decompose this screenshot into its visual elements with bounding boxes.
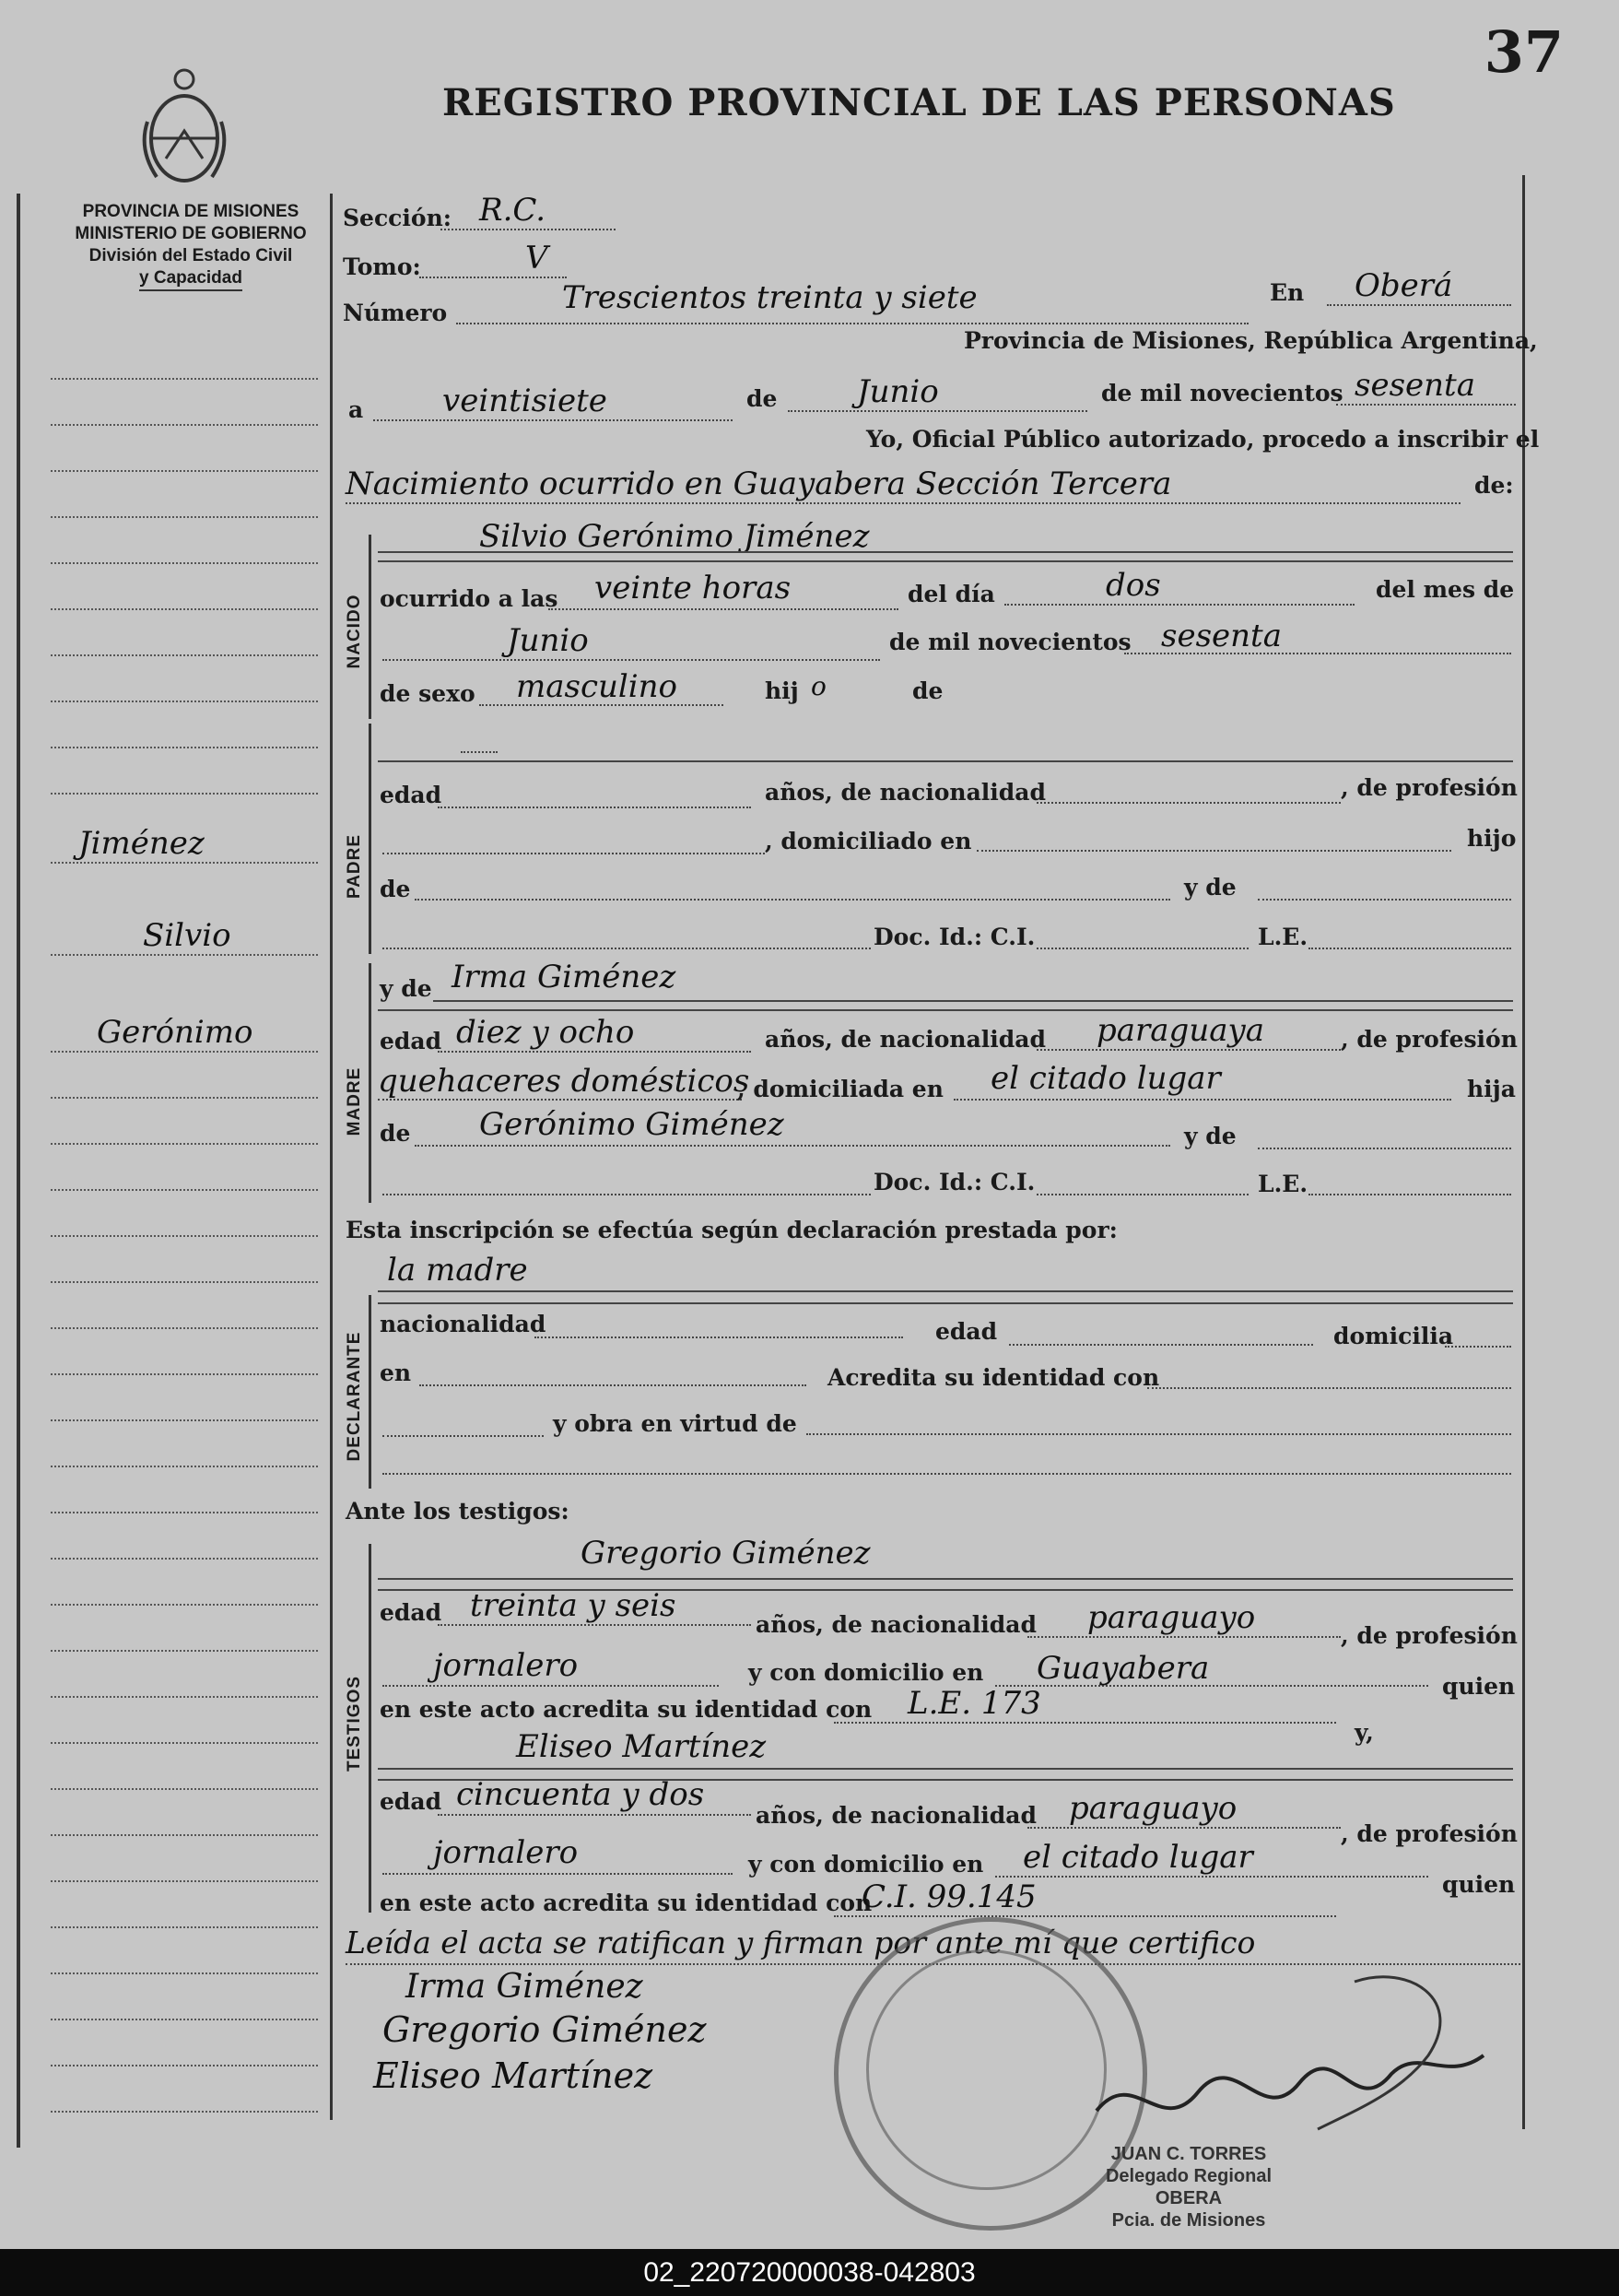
- padre-le-label: L.E.: [1258, 924, 1308, 950]
- declarante-bracket: [369, 1295, 371, 1489]
- margin-given-name-2: Gerónimo: [97, 1014, 253, 1051]
- seccion-line: [440, 229, 616, 230]
- madre-domicilio: el citado lugar: [991, 1060, 1221, 1097]
- provincia-text: Provincia de Misiones, República Argentina,: [964, 327, 1538, 354]
- testigo1-domicilio-label: y con domicilio en: [748, 1659, 984, 1686]
- declarante-obra-label: y obra en virtud de: [553, 1410, 797, 1437]
- testigo2-domicilio: el citado lugar: [1023, 1839, 1253, 1876]
- header-capacity: y Capacidad: [139, 267, 242, 291]
- margin-line: [51, 1742, 318, 1744]
- testigo2-edad: cincuenta y dos: [456, 1776, 705, 1813]
- madre-le-line: [1308, 1194, 1511, 1195]
- padre-hijo-label: hijo: [1467, 825, 1517, 852]
- madre-ci-line: [1037, 1194, 1249, 1195]
- margin-line: [51, 1419, 318, 1421]
- margin-line: [51, 1926, 318, 1928]
- testigo1-rule: [378, 1578, 1513, 1580]
- madre-de-label: de: [380, 1120, 411, 1147]
- en-value: Oberá: [1355, 267, 1453, 304]
- padre-ci-line: [1037, 948, 1249, 949]
- declarante-obra-line: [806, 1433, 1511, 1435]
- padre-domiciliado-label: , domiciliado en: [765, 828, 972, 854]
- madre-nac-line: [1037, 1049, 1341, 1051]
- officer-province: Pcia. de Misiones: [1111, 2210, 1266, 2231]
- right-border: [1522, 175, 1525, 2129]
- testigo1-edad-label: edad: [380, 1599, 442, 1626]
- madre-profesion-label: , de profesión: [1341, 1026, 1518, 1053]
- testigo2-domicilio-label: y con domicilio en: [748, 1851, 984, 1878]
- margin-line: [51, 1143, 318, 1145]
- header-ministry: MINISTERIO DE GOBIERNO: [75, 224, 307, 243]
- declarante-en-line: [419, 1384, 806, 1386]
- padre-rule: [378, 760, 1513, 762]
- declarante-edad-label: edad: [935, 1318, 998, 1345]
- dia-line: [373, 419, 733, 421]
- margin-line: [51, 1834, 318, 1836]
- madre-padre-nombre: Gerónimo Giménez: [479, 1106, 784, 1143]
- a-label: a: [348, 396, 364, 423]
- margin-line: [51, 747, 318, 748]
- testigo1-profesion-label: , de profesión: [1341, 1622, 1518, 1649]
- nacido-nombre: Silvio Gerónimo Jiménez: [479, 518, 870, 555]
- padre-side-label: PADRE: [345, 833, 364, 900]
- declarante-en-label: en: [380, 1360, 412, 1386]
- officer-signature: [1078, 1926, 1502, 2148]
- firma-testigo-1: Gregorio Giménez: [382, 2009, 707, 2050]
- nacido-rule-2: [378, 560, 1513, 562]
- officer-block: [1083, 2143, 1295, 2231]
- madre-profesion: quehaceres domésticos: [378, 1063, 750, 1100]
- nacido-anio: sesenta: [1161, 618, 1282, 654]
- madre-le-label: L.E.: [1258, 1171, 1308, 1197]
- padre-de-label: de: [380, 876, 411, 902]
- margin-line: [51, 1189, 318, 1191]
- testigo2-quien-label: quien: [1442, 1871, 1516, 1898]
- fecha-dia: veintisiete: [442, 383, 607, 419]
- padre-abuelo-line: [415, 899, 1170, 901]
- firma-madre: Irma Giménez: [405, 1968, 643, 2006]
- de-label: de: [746, 385, 778, 412]
- del-mes-label: del mes de: [1376, 576, 1515, 603]
- declarante-nombre: la madre: [387, 1252, 528, 1289]
- acto-value: Nacimiento ocurrido en Guayabera Sección Tercera: [346, 465, 1172, 502]
- declarante-side-label: DECLARANTE: [345, 1331, 364, 1462]
- madre-rule-2: [378, 1009, 1513, 1011]
- fecha-mes: Junio: [857, 373, 939, 410]
- padre-anos-label: años, de nacionalidad: [765, 779, 1046, 806]
- hij-label: hij: [765, 677, 799, 704]
- madre-y-de2-label: y de: [1184, 1123, 1237, 1149]
- testigo1-acredita-label: en este acto acredita su identidad con: [380, 1696, 873, 1723]
- madre-edad-label: edad: [380, 1028, 442, 1054]
- padre-dom-line: [977, 850, 1451, 852]
- madre-nacionalidad: paraguaya: [1097, 1012, 1264, 1049]
- testigo2-edad-line: [438, 1814, 751, 1816]
- padre-dash: [461, 751, 498, 753]
- madre-hija-label: hija: [1467, 1076, 1516, 1102]
- margin-line: [51, 1604, 318, 1606]
- declarante-edad-line: [1009, 1344, 1313, 1346]
- testigo2-rule: [378, 1768, 1513, 1770]
- madre-abuela-line: [1258, 1148, 1511, 1149]
- del-dia-label: del día: [908, 581, 995, 607]
- madre-side-label: MADRE: [345, 1066, 364, 1136]
- ocurrido-label: ocurrido a las: [380, 585, 558, 612]
- madre-domiciliada-label: , domiciliada en: [737, 1076, 944, 1102]
- margin-line: [51, 1281, 318, 1283]
- testigos-intro: Ante los testigos:: [346, 1498, 569, 1525]
- testigo1-quien-label: quien: [1442, 1673, 1516, 1700]
- margin-line: [51, 1972, 318, 1974]
- nacido-sexo: masculino: [516, 668, 678, 705]
- mes-line: [788, 410, 1087, 412]
- madre-anos-label: años, de nacionalidad: [765, 1026, 1046, 1053]
- testigo1-edad-line: [438, 1624, 751, 1626]
- margin-line: [51, 1235, 318, 1237]
- margin-line: [51, 1327, 318, 1329]
- numero-value: Trescientos treinta y siete: [562, 279, 978, 316]
- testigo1-profesion: jornalero: [433, 1647, 579, 1684]
- margin-line: [51, 1696, 318, 1698]
- padre-bracket: [369, 724, 371, 954]
- margin-line: [51, 1466, 318, 1467]
- testigo2-profesion-label: , de profesión: [1341, 1820, 1518, 1847]
- margin-line: [51, 1512, 318, 1513]
- document-title: REGISTRO PROVINCIAL DE LAS PERSONAS: [442, 81, 1396, 124]
- header-province: PROVINCIA DE MISIONES: [82, 202, 299, 221]
- padre-edad-line: [438, 807, 751, 808]
- padre-prof-line: [382, 853, 765, 854]
- nacido-mes: Junio: [507, 622, 589, 659]
- declarante-dom-line: [1445, 1346, 1511, 1348]
- testigo2-nac-line: [1027, 1827, 1341, 1829]
- seccion-value: R.C.: [479, 192, 546, 229]
- declarante-intro: Esta inscripción se efectúa según declaración prestada por:: [346, 1217, 1118, 1243]
- margin-line: [51, 1097, 318, 1099]
- hora-line: [548, 608, 898, 610]
- testigos-bracket: [369, 1544, 371, 1913]
- testigo1-domicilio: Guayabera: [1037, 1650, 1210, 1687]
- declarante-acredita-label: Acredita su identidad con: [827, 1364, 1160, 1391]
- padre-doc-label: Doc. Id.: C.I.: [874, 924, 1036, 950]
- sexo-label: de sexo: [380, 680, 475, 707]
- margin-line: [51, 1558, 318, 1560]
- testigo1-nac-line: [1027, 1636, 1341, 1638]
- fecha-anio: sesenta: [1355, 367, 1475, 404]
- margin-line: [51, 1788, 318, 1790]
- margin-line: [51, 608, 318, 610]
- testigo1-anos-label: años, de nacionalidad: [756, 1611, 1037, 1638]
- declarante-extra-line: [382, 1473, 1511, 1475]
- mil-label: de mil novecientos: [1101, 380, 1343, 406]
- madre-y-de-label: y de: [380, 975, 432, 1002]
- tomo-value: V: [525, 240, 548, 277]
- madre-doc-line: [382, 1194, 871, 1195]
- acto-line: [346, 502, 1461, 504]
- margin-line: [51, 470, 318, 472]
- testigo2-doc-line: [834, 1915, 1336, 1917]
- margin-line: [51, 424, 318, 426]
- nacido-side-label: NACIDO: [345, 594, 364, 669]
- padre-y-de-label: y de: [1184, 874, 1237, 901]
- testigo2-nacionalidad: paraguayo: [1069, 1790, 1238, 1827]
- tomo-line: [419, 277, 567, 278]
- margin-line: [51, 793, 318, 795]
- madre-bracket: [369, 963, 371, 1203]
- hij-de-label: de: [912, 677, 944, 704]
- declarante-doc-line: [382, 1435, 544, 1437]
- numero-line: [456, 323, 1249, 324]
- margin-line: [51, 378, 318, 380]
- margin-divider: [330, 194, 333, 2120]
- madre-rule: [433, 1000, 1513, 1002]
- testigo1-doc-line: [834, 1722, 1336, 1724]
- margin-line: [51, 701, 318, 702]
- officer-title: Delegado Regional: [1105, 2166, 1273, 2186]
- declarante-nac-line: [534, 1336, 903, 1338]
- testigo2-profesion: jornalero: [433, 1834, 579, 1871]
- nacido-dia: dos: [1106, 567, 1161, 604]
- margin-line: [51, 1051, 318, 1053]
- madre-abuelo-line: [415, 1145, 1170, 1147]
- margin-line: [51, 1373, 318, 1375]
- testigo2-doc: C.I. 99.145: [862, 1878, 1037, 1915]
- padre-doc-line: [382, 948, 871, 949]
- scan-id-footer: 02_220720000038-042803: [0, 2249, 1619, 2296]
- madre-dom-line: [954, 1099, 1451, 1101]
- page-number: 37: [1484, 18, 1564, 86]
- testigo2-anos-label: años, de nacionalidad: [756, 1802, 1037, 1829]
- nacido-hora: veinte horas: [594, 570, 792, 606]
- testigo2-edad-label: edad: [380, 1788, 442, 1815]
- en-label: En: [1270, 279, 1305, 306]
- padre-profesion-label: , de profesión: [1341, 774, 1518, 801]
- nacido-mil-label: de mil novecientos: [889, 629, 1132, 655]
- testigo1-nacionalidad: paraguayo: [1087, 1599, 1256, 1636]
- testigo1-prof-line: [382, 1685, 719, 1687]
- margin-line: [51, 1880, 318, 1882]
- padre-nac-line: [1037, 802, 1341, 804]
- numero-label: Número: [343, 300, 448, 326]
- testigo1-nombre: Gregorio Giménez: [581, 1535, 871, 1572]
- testigo2-nombre: Eliseo Martínez: [516, 1728, 767, 1765]
- firma-testigo-2: Eliseo Martínez: [373, 2055, 653, 2096]
- issuer-header: [57, 201, 324, 291]
- margin-line: [51, 2111, 318, 2113]
- officer-name: JUAN C. TORRES: [1110, 2144, 1267, 2164]
- margin-line: [51, 954, 318, 956]
- margin-given-name-1: Silvio: [143, 917, 231, 954]
- madre-edad: diez y ocho: [456, 1014, 635, 1051]
- margin-line: [51, 1650, 318, 1652]
- testigo1-edad: treinta y seis: [470, 1587, 676, 1624]
- testigo1-y-label: y,: [1355, 1719, 1374, 1746]
- official-round-stamp-inner: [866, 1949, 1107, 2190]
- testigos-side-label: TESTIGOS: [345, 1675, 364, 1772]
- padre-edad-label: edad: [380, 782, 442, 808]
- margin-line: [51, 562, 318, 564]
- margin-surname: Jiménez: [78, 825, 205, 862]
- margin-line: [51, 516, 318, 518]
- declarante-domicilia-label: domicilia: [1333, 1323, 1454, 1349]
- dia-nac-line: [1004, 604, 1355, 606]
- margin-line: [51, 2019, 318, 2020]
- padre-abuela-line: [1258, 899, 1511, 901]
- testigo2-dom-line: [995, 1876, 1428, 1878]
- madre-prof-line: [378, 1099, 742, 1101]
- padre-le-line: [1308, 948, 1511, 949]
- testigo1-doc: L.E. 173: [908, 1685, 1041, 1722]
- de-colon-label: de:: [1474, 472, 1514, 499]
- margin-line: [51, 654, 318, 656]
- en-line: [1327, 304, 1511, 306]
- margin-line: [51, 2065, 318, 2066]
- margin-line: [51, 862, 318, 864]
- officer-location: OBERA: [1155, 2188, 1223, 2208]
- yo-text: Yo, Oficial Público autorizado, procedo a inscribir el: [866, 426, 1540, 453]
- seccion-label: Sección:: [343, 205, 452, 231]
- testigo2-prof-line: [382, 1873, 733, 1875]
- madre-nombre: Irma Giménez: [452, 959, 676, 995]
- testigo2-acredita-label: en este acto acredita su identidad con: [380, 1890, 873, 1916]
- declarante-acredita-line: [1147, 1387, 1511, 1389]
- nacido-bracket: [369, 535, 371, 719]
- madre-doc-label: Doc. Id.: C.I.: [874, 1169, 1036, 1195]
- madre-edad-line: [438, 1051, 751, 1053]
- declarante-rule: [378, 1290, 1513, 1292]
- anio-line: [1336, 404, 1516, 406]
- coat-of-arms-seal: [138, 66, 230, 195]
- declarante-rule-2: [378, 1302, 1513, 1304]
- hij-suffix: o: [811, 671, 827, 701]
- header-division: División del Estado Civil: [88, 246, 293, 265]
- mes-nac-line: [382, 659, 880, 661]
- left-binding-line: [17, 194, 20, 2148]
- tomo-label: Tomo:: [343, 253, 421, 280]
- nacido-rule: [378, 551, 1513, 553]
- declarante-nacionalidad-label: nacionalidad: [380, 1311, 546, 1337]
- cierre-text: Leída el acta se ratifican y firman por ante mí que certifico: [346, 1925, 1256, 1960]
